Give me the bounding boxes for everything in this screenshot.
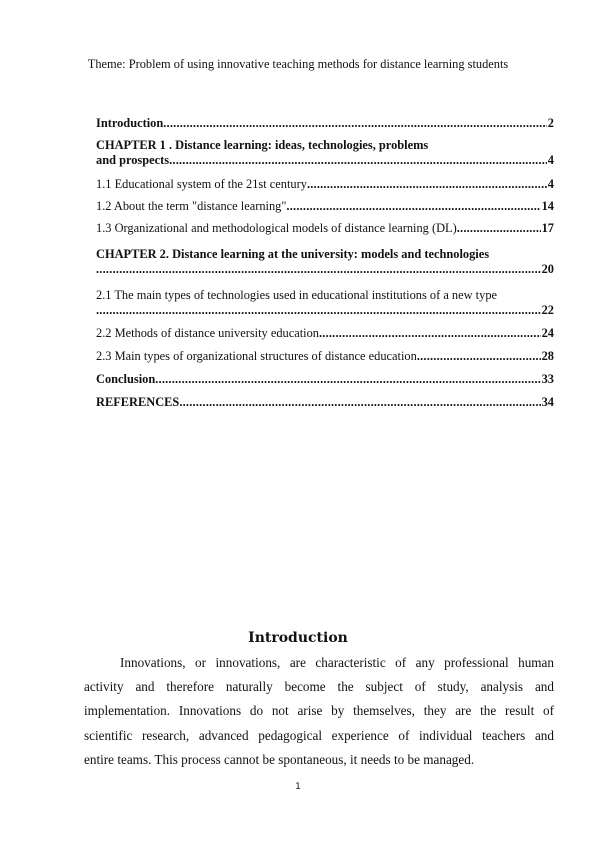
- toc-page: 34: [541, 395, 554, 409]
- toc-page: 33: [541, 372, 554, 386]
- toc-leader: [417, 349, 541, 364]
- toc-entry-2-3[interactable]: [96, 349, 554, 364]
- toc-leader: [96, 303, 541, 318]
- paragraph-line: activity and therefore naturally become the subject of study, analysis and: [84, 679, 554, 695]
- toc-entry-chapter2[interactable]: [96, 262, 554, 277]
- toc-entry-2-1[interactable]: [96, 303, 554, 318]
- toc-page: 24: [541, 326, 554, 340]
- page-number: 1: [295, 782, 301, 792]
- toc-leader: [286, 199, 540, 214]
- toc-entry-references[interactable]: [96, 395, 554, 410]
- toc-leader: [307, 177, 547, 192]
- toc-entry-1-1[interactable]: [96, 177, 554, 192]
- toc-label: 2.2 Methods of distance university education: [96, 326, 319, 340]
- toc-label: 1.2 About the term "distance learning": [96, 199, 287, 213]
- introduction-heading: Introduction: [248, 630, 348, 646]
- toc-page: 4: [547, 153, 554, 167]
- toc-page: 4: [547, 177, 554, 191]
- toc-leader: [155, 372, 540, 387]
- toc-leader: [163, 116, 547, 131]
- toc-leader: [96, 262, 541, 277]
- toc-leader: [457, 221, 541, 236]
- toc-entry-introduction[interactable]: [96, 116, 554, 131]
- toc-entry-chapter2-title[interactable]: CHAPTER 2. Distance learning at the university: models and technologies: [96, 247, 490, 261]
- toc-label: 1.1 Educational system of the 21st century: [96, 177, 307, 191]
- paragraph-line: scientific research, advanced pedagogical experience of individual teachers and: [84, 727, 554, 743]
- toc-label: 1.3 Organizational and methodological models of distance learning (DL): [96, 221, 457, 235]
- toc-leader: [169, 153, 547, 168]
- theme-line: Theme: Problem of using innovative teaching methods for distance learning students: [87, 57, 509, 71]
- toc-page: 2: [547, 116, 554, 130]
- toc-page: 28: [541, 349, 554, 363]
- toc-label: Conclusion: [96, 372, 156, 386]
- paragraph-line: implementation. Innovations do not arise by themselves, they are the result of: [84, 703, 554, 719]
- toc-leader: [319, 326, 541, 341]
- toc-page: 22: [541, 303, 554, 317]
- toc-entry-conclusion[interactable]: [96, 372, 554, 387]
- toc-label: Introduction: [96, 116, 164, 130]
- toc-label: and prospects: [96, 153, 170, 167]
- toc-label: 2.3 Main types of organizational structures of distance education: [96, 349, 417, 363]
- toc-leader: [179, 395, 540, 410]
- toc-page: 20: [541, 262, 554, 276]
- paragraph-line: Innovations, or innovations, are characteristic of any professional human: [120, 655, 554, 670]
- toc-label: REFERENCES: [96, 395, 180, 409]
- toc-entry-1-2[interactable]: [96, 199, 554, 214]
- introduction-paragraph: [84, 651, 554, 772]
- toc-page: 17: [541, 221, 554, 235]
- toc-entry-1-3[interactable]: [96, 221, 554, 236]
- toc-entry-chapter1-title[interactable]: CHAPTER 1 . Distance learning: ideas, technologies, problems: [96, 138, 429, 152]
- toc-entry-2-2[interactable]: [96, 326, 554, 341]
- toc-entry-chapter1[interactable]: [96, 153, 554, 168]
- toc-entry-2-1-title[interactable]: 2.1 The main types of technologies used in educational institutions of a new type: [96, 288, 498, 302]
- toc-page: 14: [541, 199, 554, 213]
- paragraph-line: entire teams. This process cannot be spontaneous, it needs to be managed.: [84, 751, 475, 767]
